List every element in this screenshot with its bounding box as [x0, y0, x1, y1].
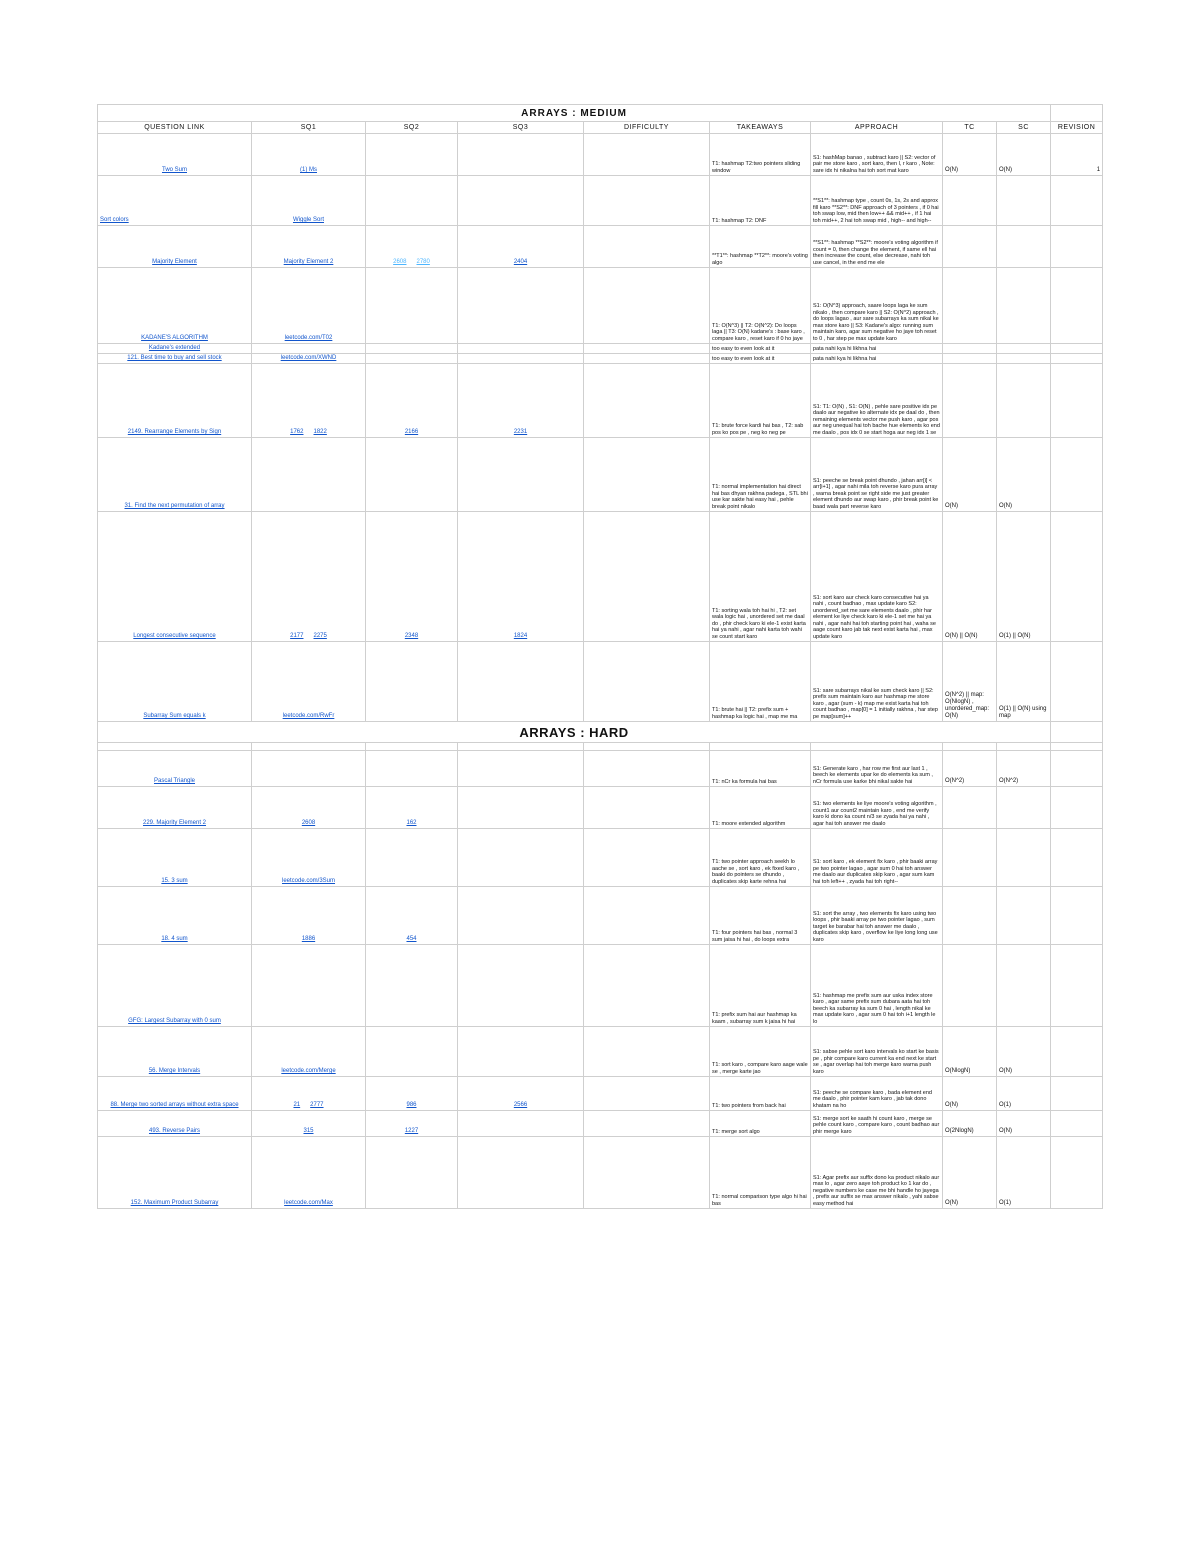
- sc-cell: O(1): [997, 1137, 1051, 1209]
- question-link[interactable]: 2149. Rearrange Elements by Sign: [127, 429, 222, 435]
- table-row: [98, 1137, 1103, 1209]
- difficulty-cell: [584, 642, 710, 722]
- question-cell: [98, 344, 252, 354]
- table-row: [98, 787, 1103, 829]
- revision-cell: [1051, 176, 1103, 226]
- question-link[interactable]: 121. Best time to buy and sell stock: [127, 355, 222, 361]
- revision-cell: [1051, 1077, 1103, 1111]
- subquestion-cell: [252, 268, 366, 344]
- tc-cell: [943, 268, 997, 344]
- column-header: SC: [997, 122, 1051, 134]
- subquestion-link[interactable]: 2608: [301, 820, 316, 826]
- subquestion-cell: [366, 268, 458, 344]
- subquestion-cell: [252, 642, 366, 722]
- subquestion-cell: [366, 642, 458, 722]
- subquestion-link[interactable]: 2166: [404, 429, 419, 435]
- tc-cell: [943, 226, 997, 268]
- takeaways-cell: too easy to even look at it: [710, 354, 811, 364]
- subquestion-link[interactable]: 2780: [416, 259, 430, 265]
- table-row: [98, 945, 1103, 1027]
- sc-cell: O(1) || O(N) using map: [997, 642, 1051, 722]
- subquestion-cell: [366, 176, 458, 226]
- difficulty-cell: [584, 354, 710, 364]
- revision-cell: [1051, 512, 1103, 642]
- revision-cell: [1051, 1111, 1103, 1137]
- subquestion-link[interactable]: leetcode.com/Merge: [281, 1068, 336, 1074]
- tc-cell: [943, 364, 997, 438]
- difficulty-cell: [584, 344, 710, 354]
- subquestion-cell: [458, 1111, 584, 1137]
- revision-cell: [1051, 268, 1103, 344]
- question-link[interactable]: Pascal Triangle: [153, 778, 196, 784]
- table-row: [98, 1111, 1103, 1137]
- question-link[interactable]: 152. Maximum Product Subarray: [130, 1200, 219, 1206]
- approach-cell: S1: sare subarrays nikal ke sum check karo || S2: prefix sum maintain karo aur hashmap me store karo , agar (sum - k) map me exist karta hai toh count badhao , map[0] = 1 initially rakhna , har step pe map[sum]++: [811, 642, 943, 722]
- takeaways-cell: T1: O(N^3) || T2: O(N^2): Do loops laga || T3: O(N) kadane's : base karo , compare karo , reset karo if 0 ho jaye: [710, 268, 811, 344]
- subquestion-link[interactable]: 1227: [404, 1128, 419, 1134]
- subquestion-cell: [458, 512, 584, 642]
- takeaways-cell: too easy to even look at it: [710, 344, 811, 354]
- difficulty-cell: [584, 751, 710, 787]
- subquestion-link[interactable]: 2404: [513, 259, 528, 265]
- column-header: TAKEAWAYS: [710, 122, 811, 134]
- table-row: [98, 176, 1103, 226]
- difficulty-cell: [584, 1137, 710, 1209]
- difficulty-cell: [584, 887, 710, 945]
- arrays-table: [97, 104, 1103, 1209]
- revision-cell: [1051, 751, 1103, 787]
- table-row: [98, 642, 1103, 722]
- tc-cell: [943, 344, 997, 354]
- column-header: DIFFICULTY: [584, 122, 710, 134]
- sc-cell: [997, 344, 1051, 354]
- column-header: SQ1: [252, 122, 366, 134]
- difficulty-cell: [584, 268, 710, 344]
- approach-cell: S1: peeche se break point dhundo , jahan arr[i] < arr[i+1] , agar nahi mila toh reverse karo pura array , warna break point se right side me just greater element dhundo aur swap karo , phir break point ke baad wala part reverse karo: [811, 438, 943, 512]
- subquestion-cell: [458, 642, 584, 722]
- tc-cell: O(NlogN): [943, 1027, 997, 1077]
- sc-cell: O(1) || O(N): [997, 512, 1051, 642]
- subquestion-cell: [366, 829, 458, 887]
- subquestion-cell: [458, 751, 584, 787]
- takeaways-cell: T1: hashmap T2: DNF: [710, 176, 811, 226]
- question-cell: [98, 438, 252, 512]
- subquestion-cell: [366, 438, 458, 512]
- tc-cell: O(N): [943, 1137, 997, 1209]
- takeaways-cell: T1: sorting wala toh hai hi , T2: set wala logic hai , unordered set me daal do , phir check karo ki ele-1 exist karta hai ya nahi , agar nahi karta toh wahi se count start karo: [710, 512, 811, 642]
- question-cell: [98, 829, 252, 887]
- tc-cell: [943, 945, 997, 1027]
- subquestion-link[interactable]: 986: [406, 1102, 417, 1108]
- subquestion-cell: [458, 1027, 584, 1077]
- header-row: [98, 122, 1103, 134]
- approach-cell: S1: peeche se compare karo , bada element end me daalo , phir pointer kam karo , jab tak dono khatam na ho: [811, 1077, 943, 1111]
- question-link[interactable]: KADANE'S ALGORITHM: [141, 335, 208, 341]
- subquestion-link[interactable]: Majority Element 2: [283, 259, 334, 265]
- question-cell: [98, 176, 252, 226]
- subquestion-link[interactable]: 2608: [393, 259, 407, 265]
- takeaways-cell: T1: two pointer approach seekh lo aache se , sort karo , ek fixed karo , baaki do pointers se dhundo , duplicates skip karte rehna hai: [710, 829, 811, 887]
- question-cell: [98, 268, 252, 344]
- table-row: [98, 364, 1103, 438]
- subquestion-link[interactable]: 1824: [513, 633, 528, 639]
- revision-cell: [1051, 438, 1103, 512]
- difficulty-cell: [584, 512, 710, 642]
- table-row: [98, 344, 1103, 354]
- empty-cell: [1051, 722, 1103, 743]
- subquestion-cell: [252, 226, 366, 268]
- subquestion-cell: [252, 354, 366, 364]
- column-header: SQ2: [366, 122, 458, 134]
- subquestion-cell: [458, 364, 584, 438]
- difficulty-cell: [584, 134, 710, 176]
- sc-cell: O(N): [997, 134, 1051, 176]
- question-cell: [98, 1027, 252, 1077]
- subquestion-link[interactable]: 2348: [404, 633, 419, 639]
- empty-cell: [1051, 105, 1103, 122]
- question-cell: [98, 1111, 252, 1137]
- tc-cell: O(N^2) || map: O(NlogN) , unordered_map: O(N): [943, 642, 997, 722]
- sc-cell: O(N): [997, 438, 1051, 512]
- difficulty-cell: [584, 1027, 710, 1077]
- subquestion-link[interactable]: 2231: [513, 429, 528, 435]
- tc-cell: O(2NlogN): [943, 1111, 997, 1137]
- question-link[interactable]: 18. 4 sum: [161, 936, 188, 942]
- subquestion-link[interactable]: 1762: [290, 429, 304, 435]
- subquestion-cell: [458, 1137, 584, 1209]
- subquestion-cell: [458, 438, 584, 512]
- question-cell: [98, 364, 252, 438]
- subquestion-link[interactable]: 315: [303, 1128, 314, 1134]
- table-row: [98, 751, 1103, 787]
- column-header: REVISION: [1051, 122, 1103, 134]
- takeaways-cell: **T1**: hashmap **T2**: moore's voting algo: [710, 226, 811, 268]
- column-header: QUESTION LINK: [98, 122, 252, 134]
- revision-cell: [1051, 1027, 1103, 1077]
- takeaways-cell: T1: four pointers hai bas , normal 3 sum jaisa hi hai , do loops extra: [710, 887, 811, 945]
- subquestion-cell: [366, 751, 458, 787]
- approach-cell: S1: Generate karo , har row me first aur last 1 , beech ke elements upar ke do elements ka sum , nCr formula use karke bhi nikal sakte hai: [811, 751, 943, 787]
- sc-cell: O(N^2): [997, 751, 1051, 787]
- sc-cell: [997, 945, 1051, 1027]
- approach-cell: S1: hashMap banao , subtract karo || S2: vector of pair me store karo , sort karo, then l, r karo , Note: sare idx hi nikalna hai toh sort mat karo: [811, 134, 943, 176]
- difficulty-cell: [584, 226, 710, 268]
- table-row: [98, 887, 1103, 945]
- subquestion-link[interactable]: (1) Ms: [300, 167, 317, 173]
- subquestion-cell: [252, 512, 366, 642]
- column-header: SQ3: [458, 122, 584, 134]
- subquestion-cell: [366, 512, 458, 642]
- sc-cell: [997, 829, 1051, 887]
- table-row: [98, 1027, 1103, 1077]
- approach-cell: S1: hashmap me prefix sum aur uska index store karo , agar same prefix sum dubara aata hai toh beech ka subarray ka sum 0 hai , length nikal ke max update karo , agar sum 0 hai toh i+1 length le lo: [811, 945, 943, 1027]
- column-header: APPROACH: [811, 122, 943, 134]
- subquestion-cell: [366, 887, 458, 945]
- subquestion-cell: [458, 268, 584, 344]
- table-row: [98, 226, 1103, 268]
- sc-cell: [997, 364, 1051, 438]
- question-link[interactable]: GFG: Largest Subarray with 0 sum: [128, 1018, 221, 1024]
- subquestion-link[interactable]: 2777: [310, 1102, 324, 1108]
- table-row: [98, 829, 1103, 887]
- takeaways-cell: T1: merge sort algo: [710, 1111, 811, 1137]
- subquestion-cell: [366, 1111, 458, 1137]
- sc-cell: O(N): [997, 1027, 1051, 1077]
- question-link[interactable]: 15. 3 sum: [161, 878, 188, 884]
- spreadsheet: [97, 104, 1102, 1209]
- approach-cell: pata nahi kya hi likhna hai: [811, 354, 943, 364]
- question-cell: [98, 1077, 252, 1111]
- tc-cell: [943, 176, 997, 226]
- subquestion-cell: [458, 945, 584, 1027]
- question-link[interactable]: Longest consecutive sequence: [133, 633, 216, 639]
- revision-cell: [1051, 226, 1103, 268]
- subquestion-cell: [366, 226, 458, 268]
- tc-cell: O(N): [943, 134, 997, 176]
- question-cell: [98, 226, 252, 268]
- question-link[interactable]: 88. Merge two sorted arrays without extra space: [110, 1102, 239, 1108]
- subquestion-link[interactable]: leetcode.com/RwFr: [282, 713, 335, 719]
- subquestion-cell: [252, 1137, 366, 1209]
- sc-cell: O(N): [997, 1111, 1051, 1137]
- sc-cell: [997, 268, 1051, 344]
- subquestion-cell: [458, 344, 584, 354]
- subquestion-link[interactable]: 2275: [313, 633, 327, 639]
- subquestion-cell: [366, 364, 458, 438]
- revision-cell: [1051, 887, 1103, 945]
- subquestion-cell: [458, 787, 584, 829]
- tc-cell: O(N^2): [943, 751, 997, 787]
- revision-cell: [1051, 829, 1103, 887]
- subquestion-link[interactable]: 454: [406, 936, 417, 942]
- revision-cell: 1: [1051, 134, 1103, 176]
- subquestion-cell: [458, 887, 584, 945]
- question-cell: [98, 642, 252, 722]
- subquestion-link[interactable]: 21: [293, 1102, 301, 1108]
- subquestion-cell: [366, 787, 458, 829]
- takeaways-cell: T1: nCr ka formula hai bas: [710, 751, 811, 787]
- subquestion-cell: [252, 787, 366, 829]
- approach-cell: pata nahi kya hi likhna hai: [811, 344, 943, 354]
- question-cell: [98, 787, 252, 829]
- takeaways-cell: T1: prefix sum hai aur hashmap ka kaam , subarray sum k jaisa hi hai: [710, 945, 811, 1027]
- difficulty-cell: [584, 829, 710, 887]
- subquestion-cell: [252, 751, 366, 787]
- subquestion-cell: [458, 226, 584, 268]
- approach-cell: S1: sort karo , ek element fix karo , phir baaki array pe two pointer lagao , agar sum 0 hai toh answer me daalo aur duplicates skip karo , agar sum kam hai toh left++ , zyada hai toh right--: [811, 829, 943, 887]
- subquestion-cell: [252, 1027, 366, 1077]
- approach-cell: S1: sort the array , two elements fix karo using two loops , phir baaki array pe two pointer lagao , sum target ke barabar hai toh answer me daalo , duplicates skip karo , overflow ke liye long long use karo: [811, 887, 943, 945]
- question-link[interactable]: 56. Merge Intervals: [148, 1068, 201, 1074]
- difficulty-cell: [584, 945, 710, 1027]
- tc-cell: [943, 829, 997, 887]
- subquestion-cell: [366, 1027, 458, 1077]
- subquestion-link[interactable]: leetcode.com/T02: [284, 335, 333, 341]
- sc-cell: O(1): [997, 1077, 1051, 1111]
- revision-cell: [1051, 787, 1103, 829]
- revision-cell: [1051, 1137, 1103, 1209]
- table-row: [98, 1077, 1103, 1111]
- question-cell: [98, 945, 252, 1027]
- revision-cell: [1051, 642, 1103, 722]
- approach-cell: S1: two elements ke liye moore's voting algorithm , count1 aur count2 maintain karo , end me verify karo ki dono ka count n/3 se zyada hai ya nahi , agar hai toh answer me daalo: [811, 787, 943, 829]
- sc-cell: [997, 226, 1051, 268]
- question-cell: [98, 354, 252, 364]
- takeaways-cell: T1: normal implementation hai direct hai bas dhyan rakhna padega , STL bhi use kar sakte hai easy hai , pehle break point nikalo: [710, 438, 811, 512]
- hard-section-title: ARRAYS : HARD: [98, 722, 1051, 743]
- approach-cell: S1: T1: O(N) , S1: O(N) , pehle sare positive idx pe daalo aur negative ko alternate idx pe daal do , then remaining elements vector me push karo , agar pos aur neg unequal hai toh bache hue elements ko end me daalo , pos idx 0 se start hoga aur neg idx 1 se: [811, 364, 943, 438]
- table-row: [98, 512, 1103, 642]
- subquestion-cell: [252, 134, 366, 176]
- subquestion-link[interactable]: Wiggle Sort: [292, 217, 324, 223]
- subquestion-cell: [458, 176, 584, 226]
- revision-cell: [1051, 344, 1103, 354]
- subquestion-link[interactable]: leetcode.com/XWND: [280, 355, 337, 361]
- column-header: TC: [943, 122, 997, 134]
- subquestion-cell: [252, 945, 366, 1027]
- medium-section-title: ARRAYS : MEDIUM: [98, 105, 1051, 122]
- takeaways-cell: T1: brute force kardi hai bas , T2: sab pos ko pos pe , neg ko neg pe: [710, 364, 811, 438]
- subquestion-link[interactable]: 162: [406, 820, 417, 826]
- subquestion-link[interactable]: leetcode.com/3Sum: [281, 878, 336, 884]
- difficulty-cell: [584, 787, 710, 829]
- approach-cell: S1: sabse pehle sort karo intervals ko start ke basis pe , phir compare karo current ka end next ke start se , agar overlap hai toh merge karo warna push karo: [811, 1027, 943, 1077]
- approach-cell: S1: Agar prefix aur suffix dono ka product nikalo aur max lo , agar zero aaye toh product ko 1 kar do , negative numbers ke case me bhi handle ho jayega , prefix aur suffix se max answer nikalo , yahi sabse easy method hai: [811, 1137, 943, 1209]
- subquestion-cell: [252, 1111, 366, 1137]
- takeaways-cell: T1: hashmap T2:two pointers sliding window: [710, 134, 811, 176]
- approach-cell: **S1**: hashmap **S2**: moore's voting algorithm if count = 0, then change the element, if same ell hai then increase the count, else decrease, nahi toh use cancel, in the end me ele: [811, 226, 943, 268]
- subquestion-cell: [252, 176, 366, 226]
- tc-cell: [943, 354, 997, 364]
- tc-cell: [943, 787, 997, 829]
- subquestion-link[interactable]: leetcode.com/Max: [284, 1200, 333, 1206]
- subquestion-cell: [252, 1077, 366, 1111]
- subquestion-cell: [252, 887, 366, 945]
- takeaways-cell: T1: moore extended algorithm: [710, 787, 811, 829]
- tc-cell: O(N): [943, 438, 997, 512]
- subquestion-cell: [366, 945, 458, 1027]
- subquestion-link[interactable]: 2566: [513, 1102, 528, 1108]
- subquestion-cell: [366, 354, 458, 364]
- table-row: [98, 134, 1103, 176]
- table-row: [98, 438, 1103, 512]
- revision-cell: [1051, 945, 1103, 1027]
- question-link[interactable]: 493. Reverse Pairs: [148, 1128, 201, 1134]
- subquestion-cell: [252, 829, 366, 887]
- subquestion-cell: [458, 354, 584, 364]
- question-link[interactable]: Two Sum: [161, 167, 187, 173]
- approach-cell: S1: merge sort ke saath hi count karo , merge se pehle count karo , compare karo , count badhao aur phir merge karo: [811, 1111, 943, 1137]
- subquestion-cell: [458, 134, 584, 176]
- subquestion-cell: [366, 1137, 458, 1209]
- question-cell: [98, 887, 252, 945]
- subquestion-link[interactable]: 1822: [313, 429, 327, 435]
- question-link[interactable]: Majority Element: [152, 259, 197, 265]
- revision-cell: [1051, 364, 1103, 438]
- subquestion-cell: [252, 364, 366, 438]
- takeaways-cell: T1: normal comparison type algo hi hai bas: [710, 1137, 811, 1209]
- subquestion-cell: [252, 438, 366, 512]
- question-cell: [98, 134, 252, 176]
- question-link[interactable]: 229. Majority Element 2: [142, 820, 207, 826]
- sc-cell: [997, 176, 1051, 226]
- subquestion-link[interactable]: 1886: [301, 936, 316, 942]
- question-link[interactable]: Kadane's extended: [148, 345, 201, 351]
- tc-cell: [943, 887, 997, 945]
- subquestion-cell: [458, 1077, 584, 1111]
- sc-cell: [997, 887, 1051, 945]
- question-cell: [98, 751, 252, 787]
- approach-cell: S1: sort karo aur check karo consecutive hai ya nahi , count badhao , max update karo S2: unordered_set me sare elements daalo , phir har element ke liye check karo ki ele-1 set me hai ya nahi , agar nahi hai toh starting point hai , waha se aage count karo jab tak next exist karta hai , max update karo: [811, 512, 943, 642]
- takeaways-cell: T1: brute hai || T2: prefix sum + hashmap ka logic hai , map me ma: [710, 642, 811, 722]
- subquestion-cell: [252, 344, 366, 354]
- difficulty-cell: [584, 364, 710, 438]
- subquestion-cell: [366, 134, 458, 176]
- table-row: [98, 354, 1103, 364]
- spacer-row: [98, 743, 1103, 751]
- difficulty-cell: [584, 1111, 710, 1137]
- table-row: [98, 268, 1103, 344]
- approach-cell: **S1**: hashmap type , count 0s, 1s, 2s and approx fill karo **S2**: DNF approach of 3 pointers , if 0 hai toh swap low, mid then low++ && mid++ , if 1 hai toh mid++, 2 hai toh swap mid , high-- and high--: [811, 176, 943, 226]
- difficulty-cell: [584, 1077, 710, 1111]
- revision-cell: [1051, 354, 1103, 364]
- question-link[interactable]: 31. Find the next permutation of array: [124, 503, 225, 509]
- sc-cell: [997, 354, 1051, 364]
- question-link[interactable]: Sort colors: [100, 217, 129, 223]
- question-cell: [98, 1137, 252, 1209]
- tc-cell: O(N): [943, 1077, 997, 1111]
- tc-cell: O(N) || O(N): [943, 512, 997, 642]
- subquestion-cell: [366, 1077, 458, 1111]
- approach-cell: S1: O(N^3) approach, saare loops laga ke sum nikalo , then compare karo || S2: O(N^2) approach , do loops lagao , aur sare subarrays ka sum nikal ke max store karo || S3: Kadane's algo: running sum maintain karo, agar sum negative ho jaye toh reset to 0 , har step pe max update karo: [811, 268, 943, 344]
- question-cell: [98, 512, 252, 642]
- question-link[interactable]: Subarray Sum equals k: [143, 713, 206, 719]
- subquestion-cell: [458, 829, 584, 887]
- subquestion-link[interactable]: 2177: [290, 633, 304, 639]
- subquestion-cell: [366, 344, 458, 354]
- sc-cell: [997, 787, 1051, 829]
- takeaways-cell: T1: sort karo , compare karo aage wale se , merge karte jao: [710, 1027, 811, 1077]
- difficulty-cell: [584, 176, 710, 226]
- difficulty-cell: [584, 438, 710, 512]
- takeaways-cell: T1: two pointers from back hai: [710, 1077, 811, 1111]
